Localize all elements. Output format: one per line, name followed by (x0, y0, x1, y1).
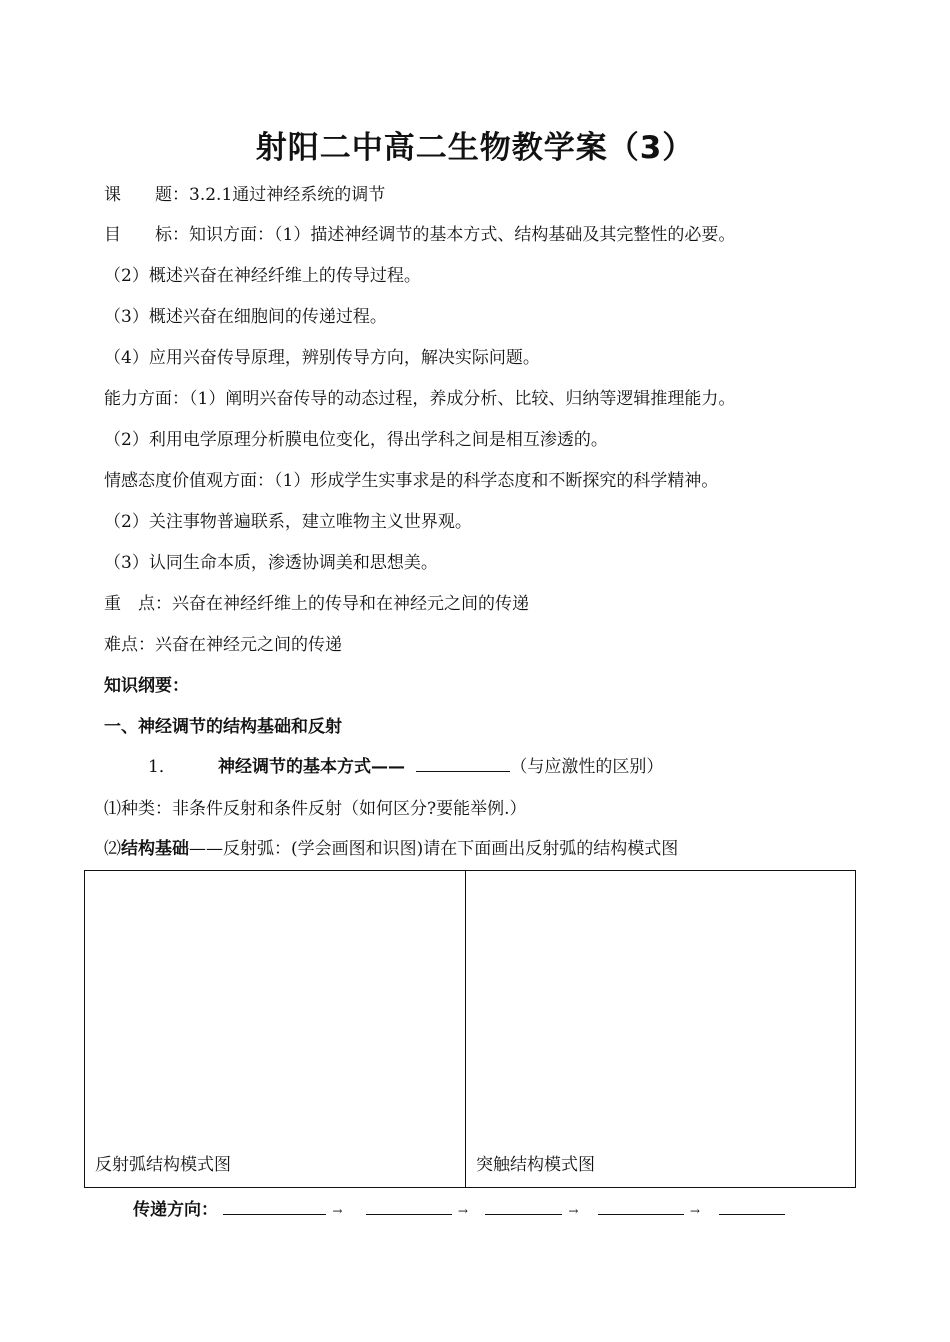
direction-label: 传递方向： (133, 1200, 218, 1220)
item-1-line (148, 752, 663, 777)
item-1-bold-text: 神经调节的基本方式—— (218, 757, 405, 777)
difficulty-text: 兴奋在神经元之间的传递 (155, 635, 342, 655)
outline-heading: 知识纲要： (104, 676, 189, 696)
arrow-1: → (332, 1204, 343, 1218)
direction-blank-4[interactable] (598, 1199, 684, 1215)
difficulty-label: 难点： (104, 635, 155, 655)
arrow-2: → (457, 1204, 468, 1218)
emotion-goal-3: （3）认同生命本质，渗透协调美和思想美。 (104, 553, 438, 573)
knowledge-label: 知识方面： (189, 225, 274, 245)
ability-goal-1: （1）阐明兴奋传导的动态过程，养成分析、比较、归纳等逻辑推理能力。 (189, 389, 736, 409)
direction-blank-1[interactable] (223, 1199, 326, 1215)
topic-label: 课 题： (104, 185, 189, 205)
emotion-line (104, 466, 718, 491)
knowledge-goal-1: （1）描述神经调节的基本方式、结构基础及其完整性的必要。 (274, 225, 736, 245)
item-1-suffix: （与应激性的区别） (510, 757, 664, 777)
key-point-label: 重 点： (104, 594, 172, 614)
goals-label: 目 标： (104, 225, 189, 245)
difficulty-line (104, 630, 342, 655)
arrow-4: → (689, 1204, 700, 1218)
knowledge-goal-2: （2）概述兴奋在神经纤维上的传导过程。 (104, 266, 421, 286)
knowledge-goal-3: （3）概述兴奋在细胞间的传递过程。 (104, 307, 387, 327)
ability-goal-2: （2）利用电学原理分析膜电位变化，得出学科之间是相互渗透的。 (104, 430, 608, 450)
sub-item-2-prefix: ⑵ (104, 839, 121, 859)
ability-line (104, 384, 735, 409)
page-title: 射阳二中高二生物教学案（3） (255, 130, 695, 166)
reflex-arc-drawing-area[interactable] (85, 871, 465, 1146)
item-1-blank[interactable] (416, 756, 510, 772)
section-1-heading: 一、神经调节的结构基础和反射 (104, 717, 342, 737)
emotion-label: 情感态度价值观方面： (104, 471, 274, 491)
sub-item-1: ⑴种类：非条件反射和条件反射（如何区分?要能举例.） (104, 799, 527, 819)
sub-item-2-bold-text: 结构基础 (121, 839, 189, 859)
key-point-line (104, 589, 529, 614)
ability-label: 能力方面： (104, 389, 189, 409)
sub-item-2 (104, 834, 678, 859)
sub-item-2-text: ——反射弧：(学会画图和识图)请在下面画出反射弧的结构模式图 (189, 839, 679, 859)
key-point-text: 兴奋在神经纤维上的传导和在神经元之间的传递 (172, 594, 529, 614)
topic-line (104, 180, 385, 205)
synapse-caption: 突触结构模式图 (476, 1155, 595, 1175)
reflex-arc-caption: 反射弧结构模式图 (95, 1155, 231, 1175)
knowledge-goal-4: （4）应用兴奋传导原理，辨别传导方向，解决实际问题。 (104, 348, 540, 368)
direction-blank-5[interactable] (719, 1199, 785, 1215)
synapse-drawing-area[interactable] (466, 871, 855, 1146)
drawing-box (84, 870, 856, 1188)
emotion-goal-1: （1）形成学生实事求是的科学态度和不断探究的科学精神。 (274, 471, 719, 491)
goals-line (104, 220, 735, 245)
topic-text: 3.2.1通过神经系统的调节 (189, 185, 386, 205)
direction-line (133, 1195, 785, 1220)
emotion-goal-2: （2）关注事物普遍联系，建立唯物主义世界观。 (104, 512, 472, 532)
direction-blank-3[interactable] (485, 1199, 562, 1215)
direction-blank-2[interactable] (366, 1199, 452, 1215)
item-1-number: 1． (148, 757, 176, 777)
arrow-3: → (568, 1204, 579, 1218)
